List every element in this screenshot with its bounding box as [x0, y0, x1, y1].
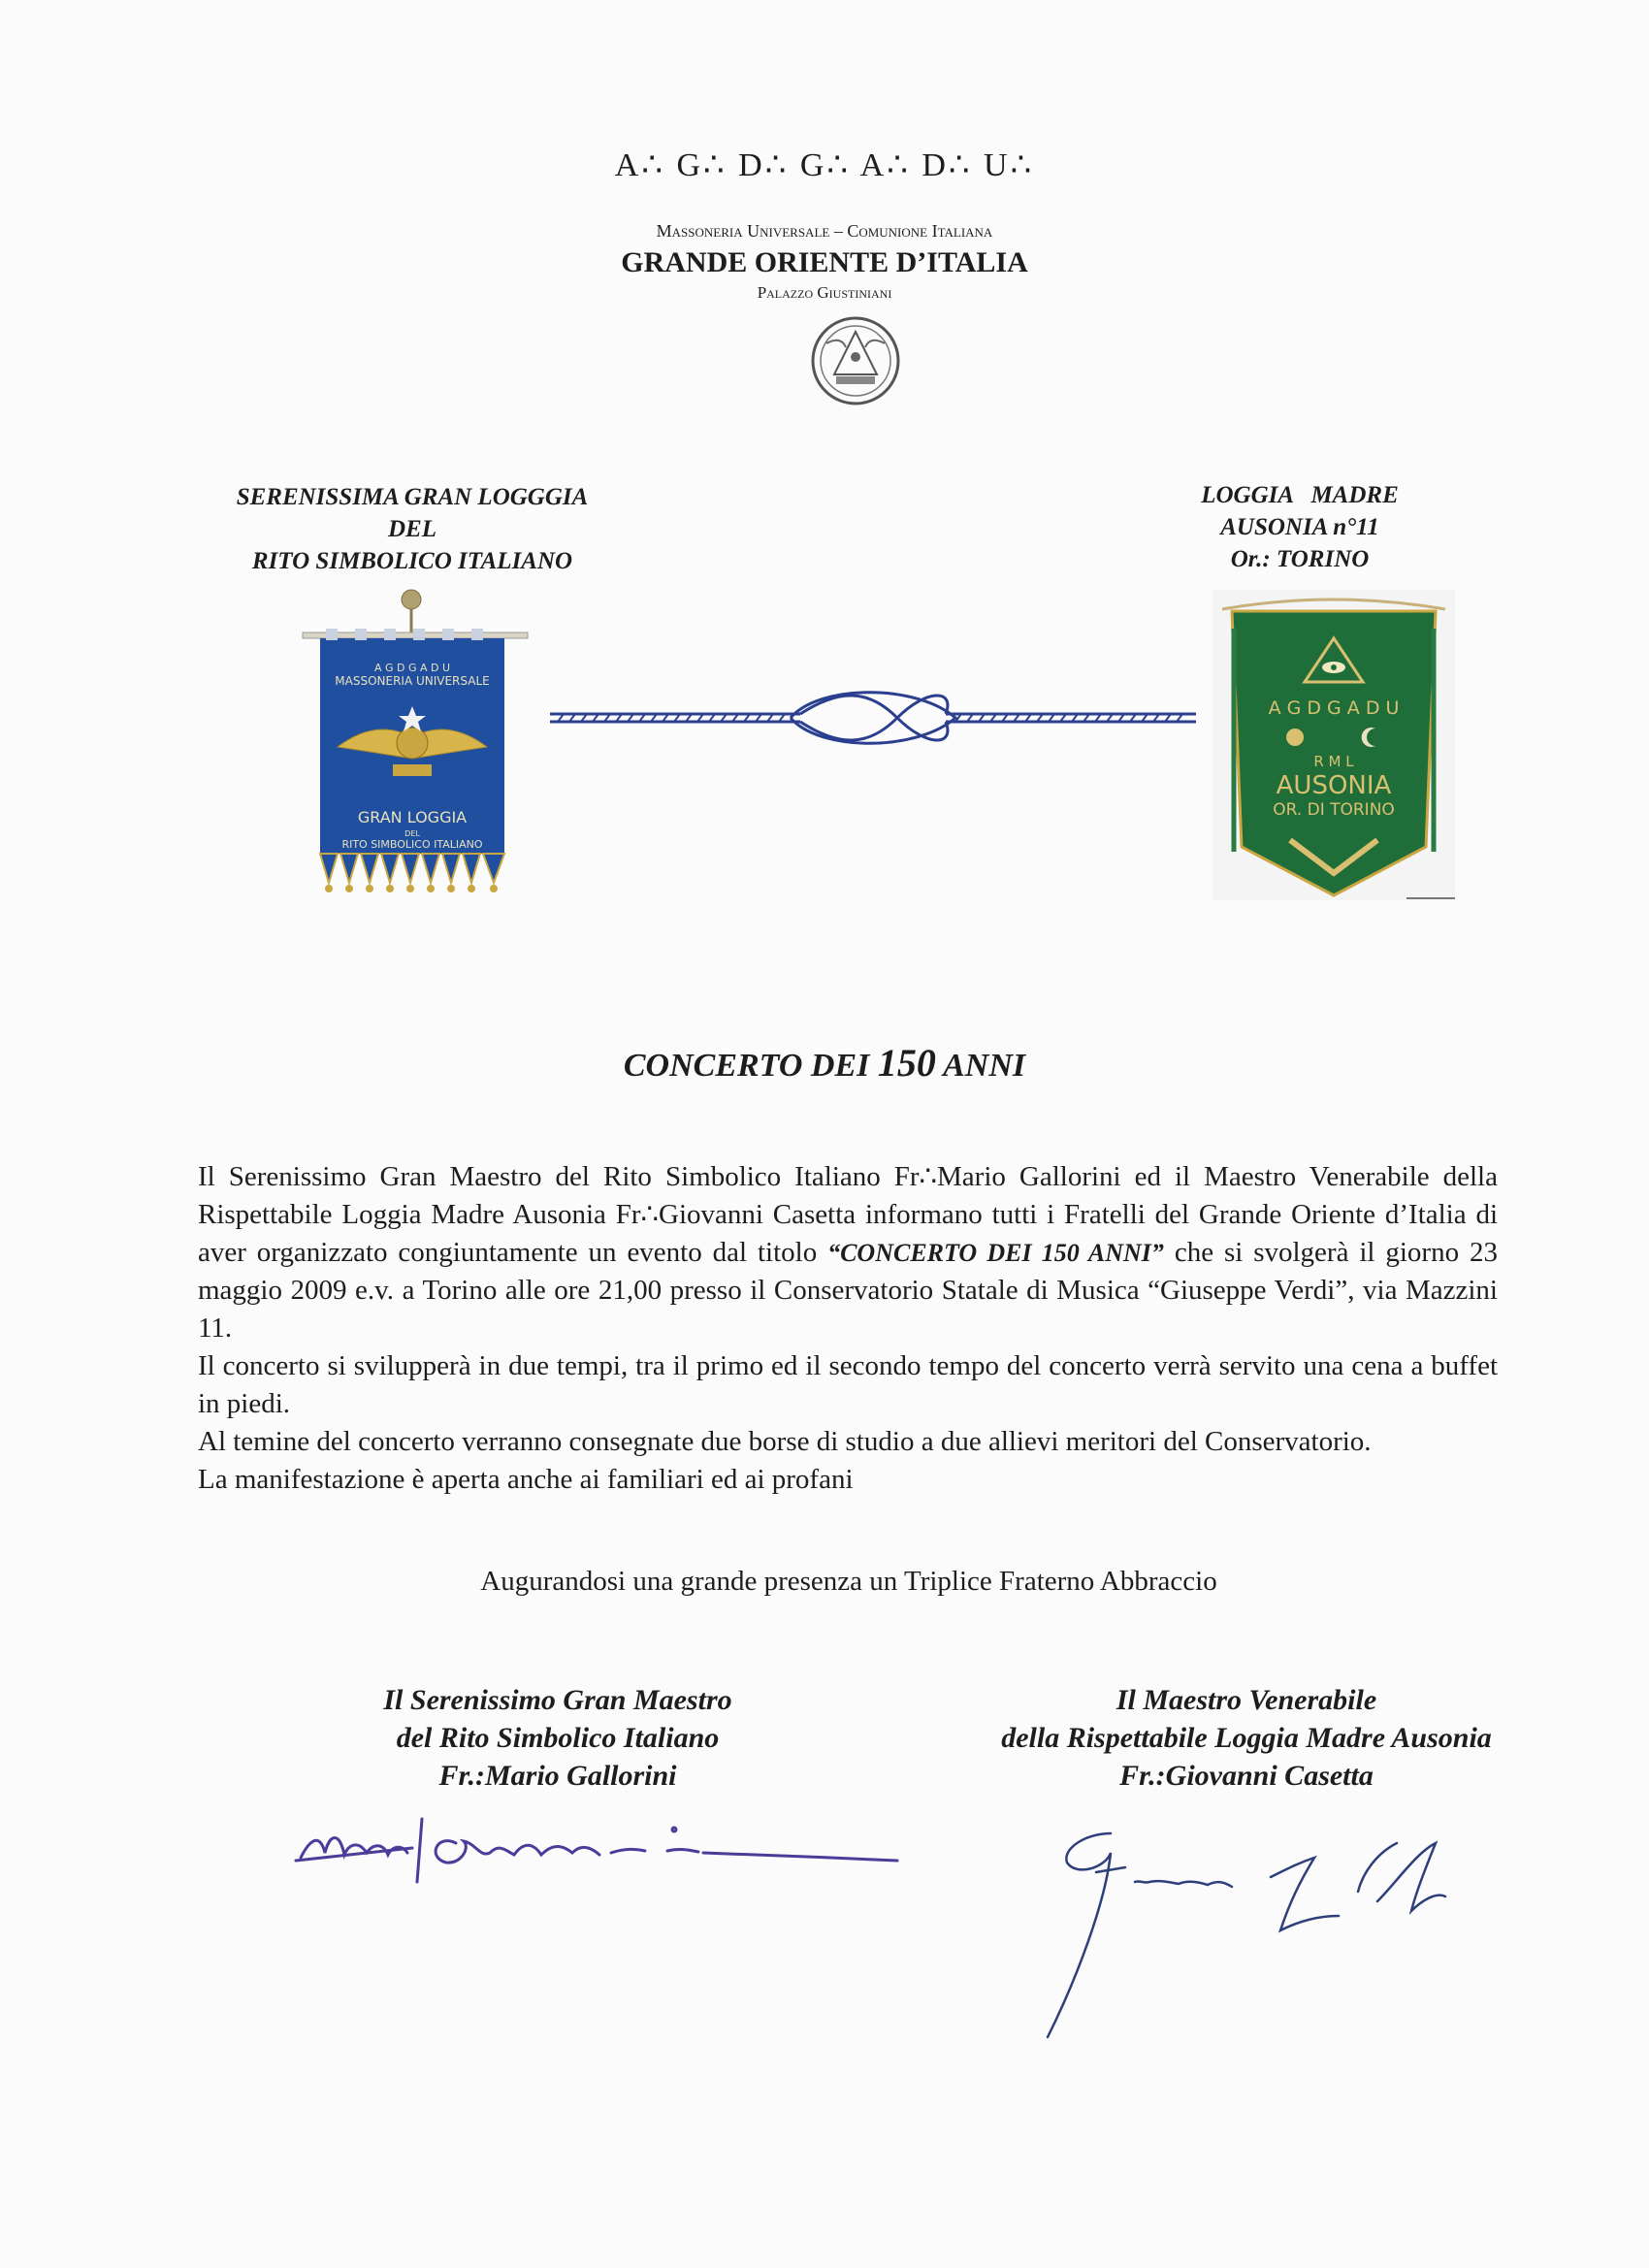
right-banner-text-4: OR. DI TORINO	[1273, 800, 1395, 820]
right-banner-text-1: A G D G A D U	[1268, 697, 1400, 719]
left-signature-block	[291, 1681, 824, 1795]
announcement-text-b: che si svolgerà il giorno 23 maggio 2009 e.v. a Torino alle ore 21,00 presso il Conservatorio Statale di Musica “Giuseppe Verdi”, via Mazzini 11.	[198, 1237, 1498, 1344]
event-title-suffix: ANNI	[935, 1048, 1026, 1084]
right-signature-block	[907, 1681, 1586, 1795]
paragraph-open-event: La manifestazione è aperta anche ai familiari ed ai profani	[198, 1464, 854, 1495]
left-banner-text-3: GRAN LOGGIA	[357, 808, 468, 826]
closing-greeting: Augurandosi una grande presenza un Triplice Fraterno Abbraccio	[480, 1566, 1217, 1597]
right-banner-text-2: R M L	[1313, 753, 1354, 770]
left-signature-rite: del Rito Simbolico Italiano	[396, 1722, 720, 1754]
left-lodge-line1: SERENISSIMA GRAN LOGGGIA	[236, 484, 589, 510]
letter-body	[198, 1158, 1498, 1499]
right-signature-role: Il Maestro Venerabile	[1116, 1684, 1377, 1716]
right-lodge-line1: LOGGIA MADRE	[1201, 482, 1399, 508]
left-lodge-line2: DEL	[388, 516, 436, 542]
left-handwritten-signature	[291, 1804, 912, 1892]
event-title-prefix: CONCERTO DEI	[623, 1048, 878, 1084]
event-title	[0, 1040, 1649, 1085]
right-banner-text-3: AUSONIA	[1276, 771, 1392, 800]
left-signature-role: Il Serenissimo Gran Maestro	[383, 1684, 732, 1716]
left-banner-text-4: DEL	[404, 829, 420, 838]
right-lodge-line3: Or.: TORINO	[1230, 546, 1370, 572]
right-lodge-banner-image	[1212, 590, 1455, 905]
left-signature-name: Fr.:Mario Gallorini	[438, 1760, 677, 1792]
seal-icon	[807, 314, 904, 407]
right-lodge-line2: AUSONIA n°11	[1220, 514, 1379, 540]
left-banner-text-1: A G D G A D U	[373, 662, 451, 674]
left-banner-text-5: RITO SIMBOLICO ITALIANO	[341, 838, 483, 851]
paragraph-announcement	[198, 1158, 1498, 1347]
right-lodge-header	[1154, 479, 1445, 575]
left-lodge-banner-image	[299, 582, 532, 902]
left-banner-text-2: MASSONERIA UNIVERSALE	[335, 674, 490, 688]
right-signature-lodge: della Rispettabile Loggia Madre Ausonia	[1001, 1722, 1492, 1754]
announcement-event-title: “CONCERTO DEI 150 ANNI”	[827, 1239, 1164, 1267]
announcement-text-a: Il Serenissimo Gran Maestro del Rito Simbolico Italiano Fr∴Mario Gallorini ed il Maestro Venerabile della Rispettabile Loggia Madre Ausonia Fr∴Giovanni Casetta informano tutti i Fratelli del Grande Oriente d’Italia di aver organizzato congiuntamente un evento dal titolo	[198, 1161, 1498, 1268]
paragraph-scholarships: Al temine del concerto verranno consegnate due borse di studio a due allievi meritori del Conservatorio.	[198, 1426, 1372, 1457]
left-lodge-line3: RITO SIMBOLICO ITALIANO	[251, 548, 573, 574]
right-handwritten-signature	[970, 1824, 1484, 2047]
comunione-subtitle: Massoneria Universale – Comunione Italiana	[656, 221, 993, 241]
paragraph-program: Il concerto si svilupperà in due tempi, tra il primo ed il secondo tempo del concerto verrà servito una cena a buffet in piedi.	[198, 1350, 1498, 1419]
palazzo-subtitle: Palazzo Giustiniani	[757, 283, 892, 302]
love-knot-illustration	[548, 679, 1198, 757]
right-signature-name: Fr.:Giovanni Casetta	[1119, 1760, 1374, 1792]
event-title-number: 150	[877, 1041, 936, 1085]
left-lodge-header	[194, 481, 630, 577]
masonic-motto: A∴ G∴ D∴ G∴ A∴ D∴ U∴	[614, 147, 1035, 183]
organization-title: GRANDE ORIENTE D’ITALIA	[621, 246, 1028, 278]
